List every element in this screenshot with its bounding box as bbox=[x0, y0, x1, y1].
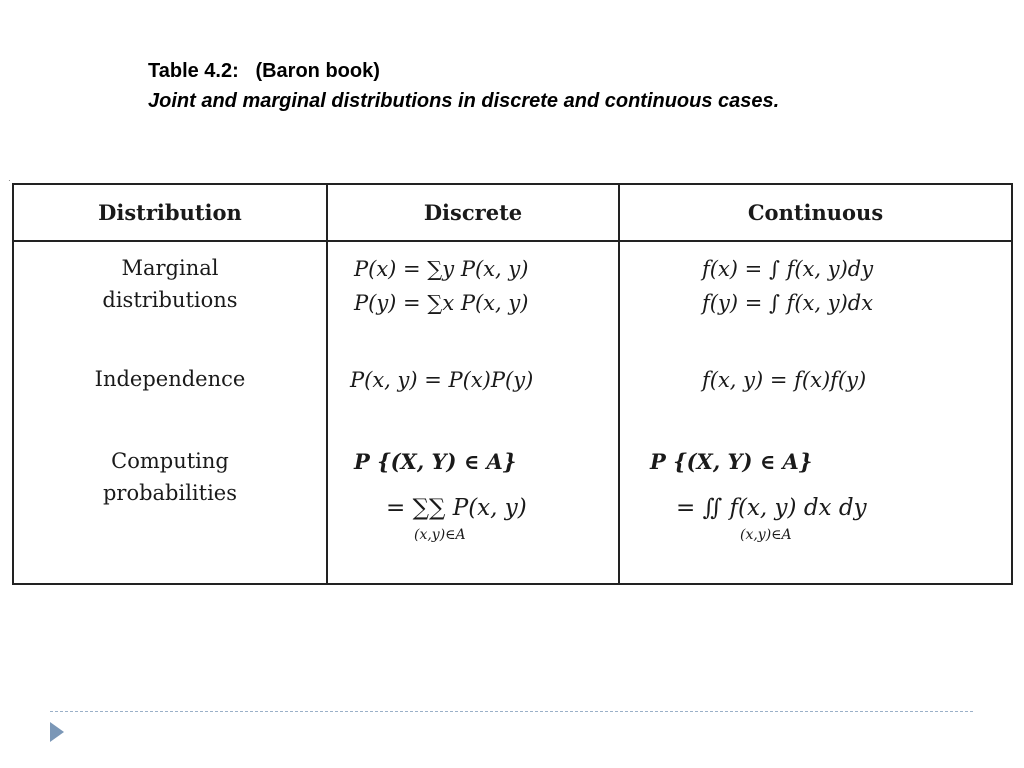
formula-subscript: (x,y)∈A bbox=[740, 527, 792, 543]
formula: = ∬ f(x, y) dx dy bbox=[676, 495, 867, 521]
discrete-cell bbox=[327, 241, 619, 353]
slide-bullet-icon bbox=[50, 722, 64, 742]
formula-subscript: (x,y)∈A bbox=[414, 527, 466, 543]
formula: = ∑∑ P(x, y) bbox=[386, 495, 527, 521]
row-label-line: probabilities bbox=[102, 481, 238, 505]
formula: P(x, y) = P(x)P(y) bbox=[350, 368, 534, 392]
header-row bbox=[13, 184, 1012, 241]
formula: f(x, y) = f(x)f(y) bbox=[702, 368, 867, 392]
discrete-cell bbox=[327, 353, 619, 435]
header-continuous: Continuous bbox=[619, 184, 1012, 241]
formula: P {(X, Y) ∈ A} bbox=[650, 449, 813, 474]
row-label-line: distributions bbox=[102, 288, 238, 312]
continuous-cell bbox=[619, 241, 1012, 353]
continuous-cell bbox=[619, 353, 1012, 435]
formula: P {(X, Y) ∈ A} bbox=[354, 449, 517, 474]
row-label bbox=[13, 353, 327, 435]
footer-divider bbox=[50, 711, 973, 712]
row-label-line: Computing bbox=[111, 449, 229, 473]
row-label-line: Independence bbox=[94, 367, 246, 391]
header-discrete: Discrete bbox=[327, 184, 619, 241]
row-label-line: Marginal bbox=[121, 256, 219, 280]
discrete-cell bbox=[327, 435, 619, 584]
table-row-independence bbox=[13, 353, 1012, 435]
row-label bbox=[13, 241, 327, 353]
formula: f(y) = ∫ f(x, y)dx bbox=[702, 291, 874, 315]
table-row-computing bbox=[13, 435, 1012, 584]
header-distribution: Distribution bbox=[13, 184, 327, 241]
row-label bbox=[13, 435, 327, 584]
distributions-table bbox=[12, 183, 1013, 585]
formula: f(x) = ∫ f(x, y)dy bbox=[702, 257, 874, 281]
table-row-marginal bbox=[13, 241, 1012, 353]
table-caption-title: Joint and marginal distributions in discrete and continuous cases. bbox=[148, 90, 780, 112]
continuous-cell bbox=[619, 435, 1012, 584]
formula: P(y) = ∑x P(x, y) bbox=[354, 291, 529, 315]
stray-mark: · bbox=[8, 176, 11, 185]
table-caption-number: Table 4.2: (Baron book) bbox=[148, 60, 380, 82]
formula: P(x) = ∑y P(x, y) bbox=[354, 257, 529, 281]
